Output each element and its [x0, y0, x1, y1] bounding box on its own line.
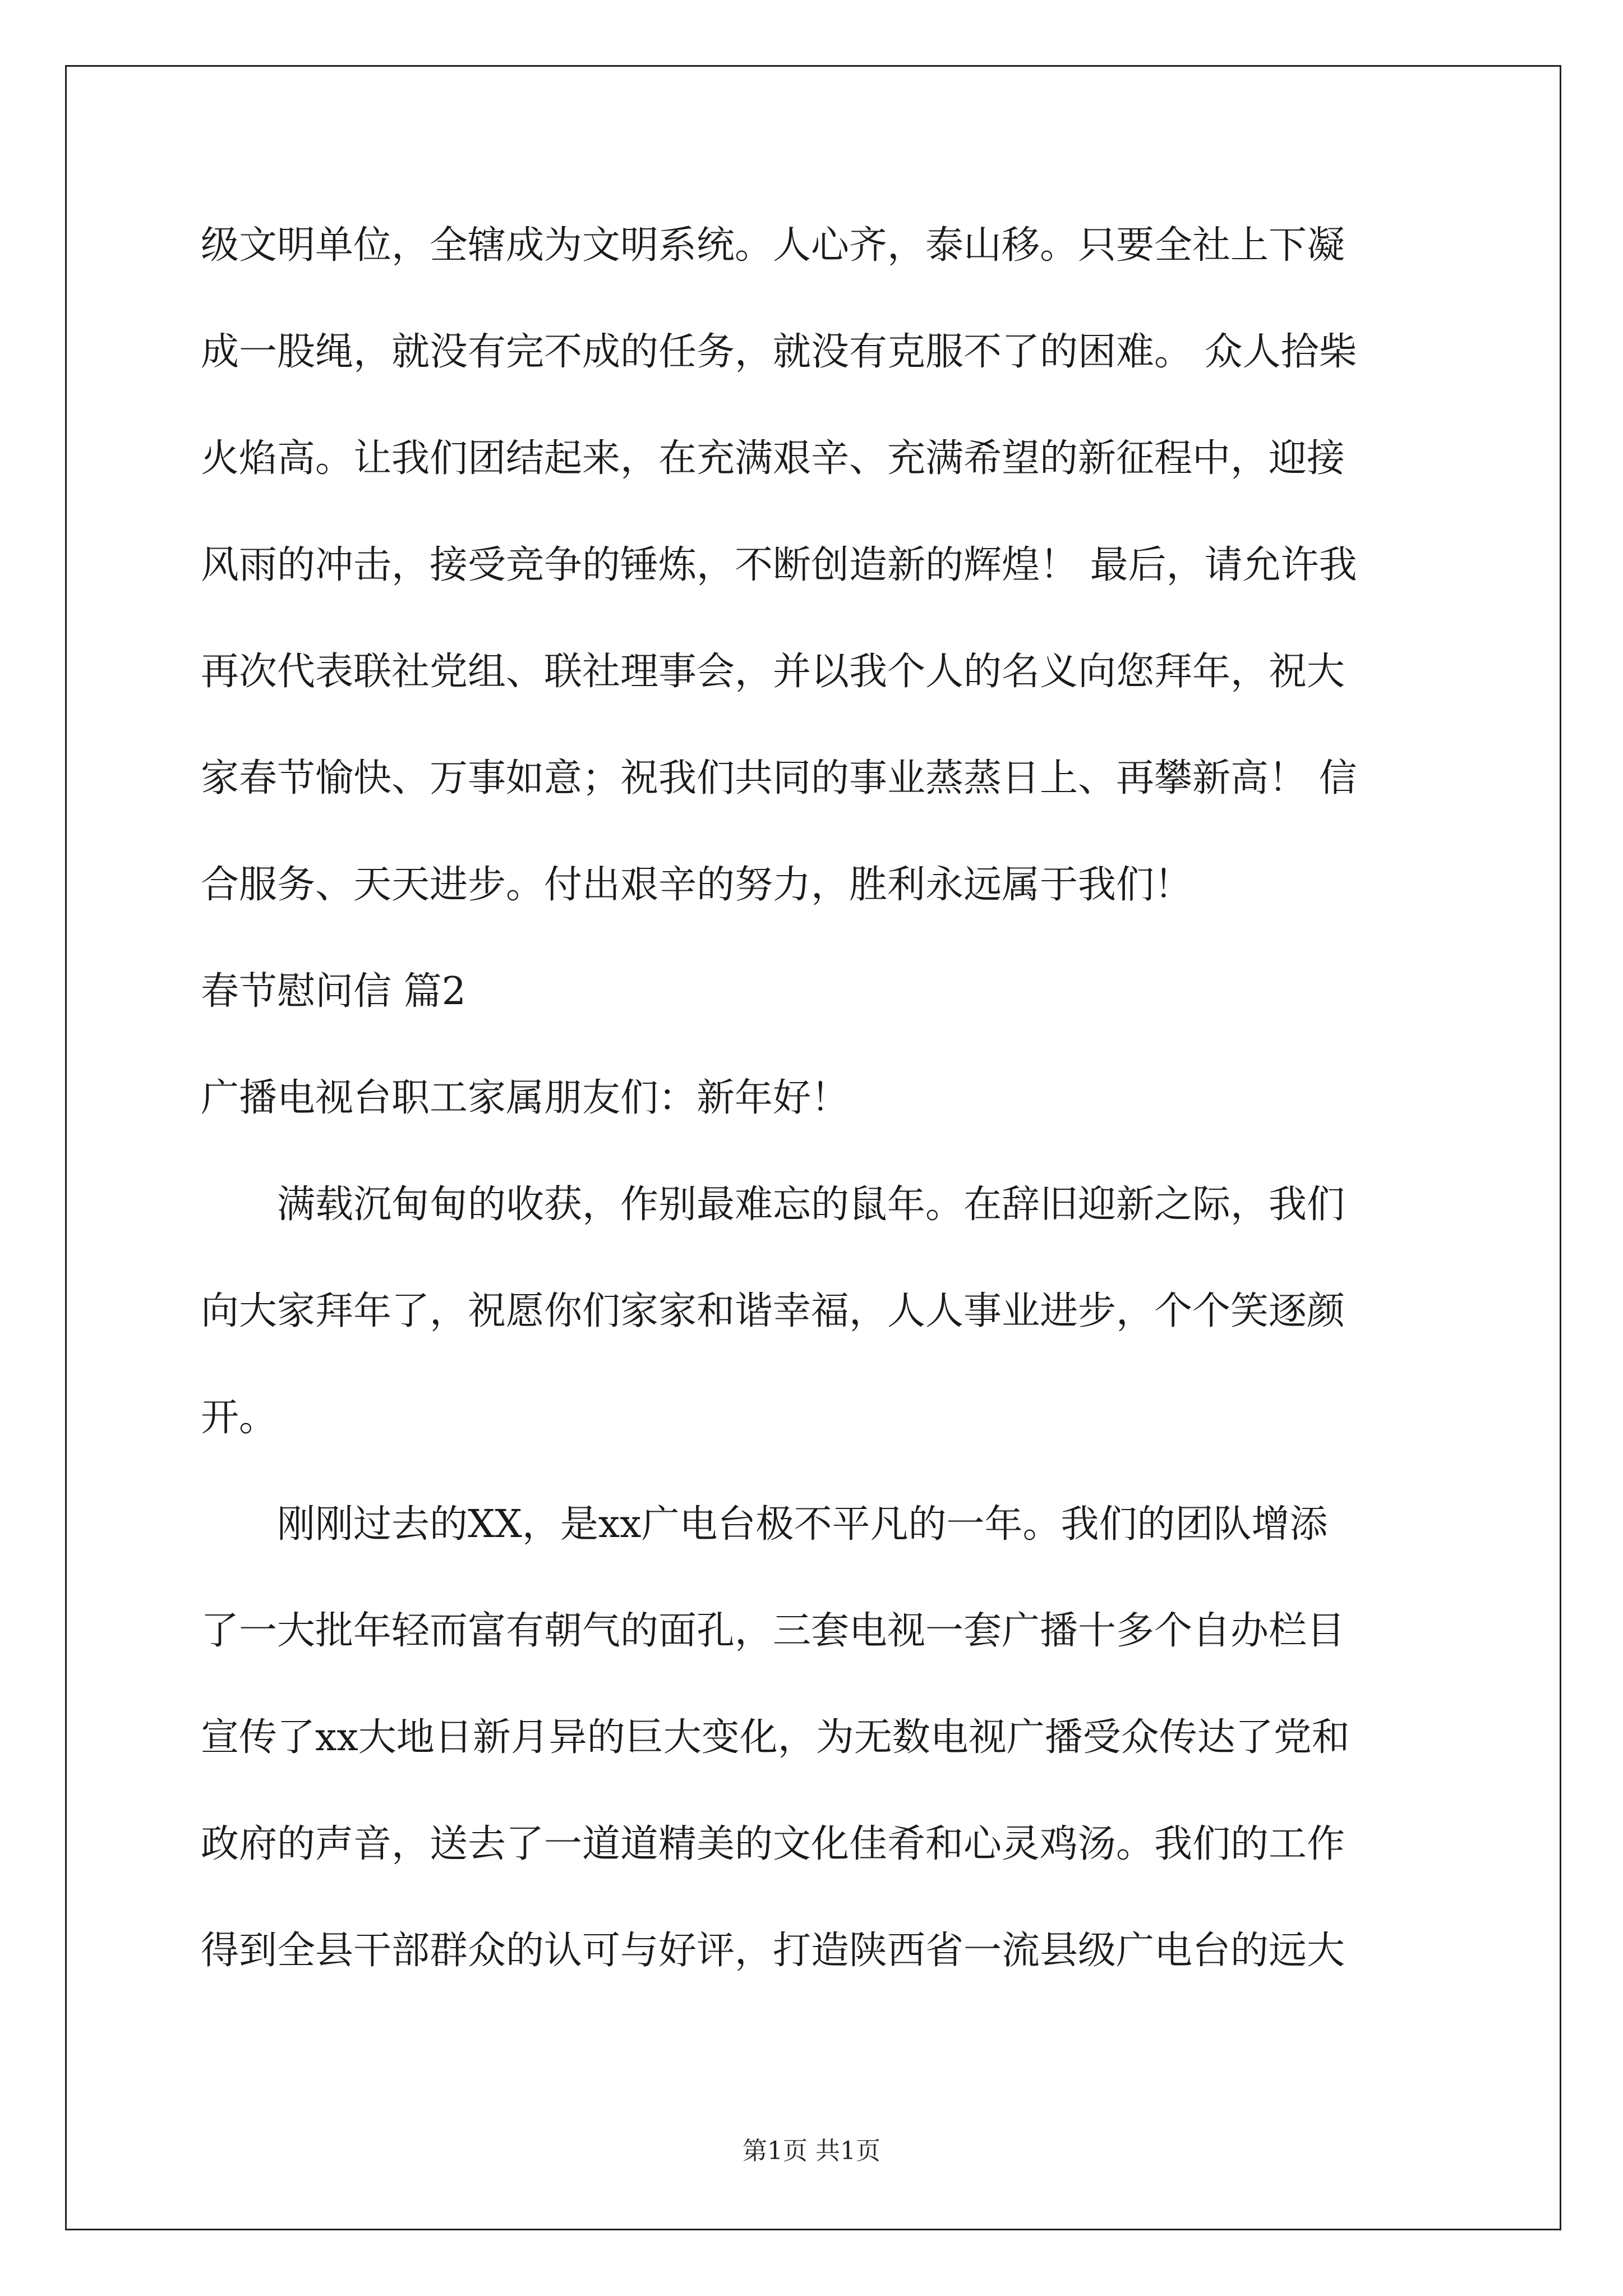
text-line: 政府的声音，送去了一道道精美的文化佳肴和心灵鸡汤。我们的工作	[201, 1822, 1345, 1866]
text-line: 成一股绳，就没有完不成的任务，就没有克服不了的困难。 众人拾柴	[201, 330, 1357, 374]
text-line: 向大家拜年了，祝愿你们家家和谐幸福，人人事业进步，个个笑逐颜	[201, 1289, 1345, 1333]
text-line: 火焰高。让我们团结起来，在充满艰辛、充满希望的新征程中，迎接	[201, 436, 1345, 481]
text-line: 合服务、天天进步。付出艰辛的努力，胜利永远属于我们！	[201, 863, 1193, 907]
text-line: 风雨的冲击，接受竞争的锤炼，不断创造新的辉煌！ 最后，请允许我	[201, 543, 1357, 587]
text-line: 满载沉甸甸的收获，作别最难忘的鼠年。在辞旧迎新之际，我们	[277, 1182, 1345, 1227]
text-line: 家春节愉快、万事如意；祝我们共同的事业蒸蒸日上、再攀新高！ 信	[201, 756, 1357, 800]
text-line: 宣传了xx大地日新月异的巨大变化，为无数电视广播受众传达了党和	[201, 1715, 1350, 1760]
document-body	[201, 219, 1429, 1978]
text-line: 得到全县干部群众的认可与好评，打造陕西省一流县级广电台的远大	[201, 1929, 1345, 1973]
section-title: 春节慰问信 篇2	[201, 969, 466, 1014]
text-line: 开。	[201, 1396, 278, 1440]
page-footer: 第1页 共1页	[743, 2137, 880, 2165]
paragraph-1	[201, 219, 1429, 1978]
text-line: 级文明单位，全辖成为文明系统。人心齐，泰山移。只要全社上下凝	[201, 223, 1345, 268]
text-line: 再次代表联社党组、联社理事会，并以我个人的名义向您拜年，祝大	[201, 650, 1345, 694]
text-line: 了一大批年轻而富有朝气的面孔，三套电视一套广播十多个自办栏目	[201, 1609, 1345, 1653]
salutation: 广播电视台职工家属朋友们：新年好！	[201, 1076, 850, 1120]
text-line: 刚刚过去的XX，是xx广电台极不平凡的一年。我们的团队增添	[277, 1502, 1328, 1547]
